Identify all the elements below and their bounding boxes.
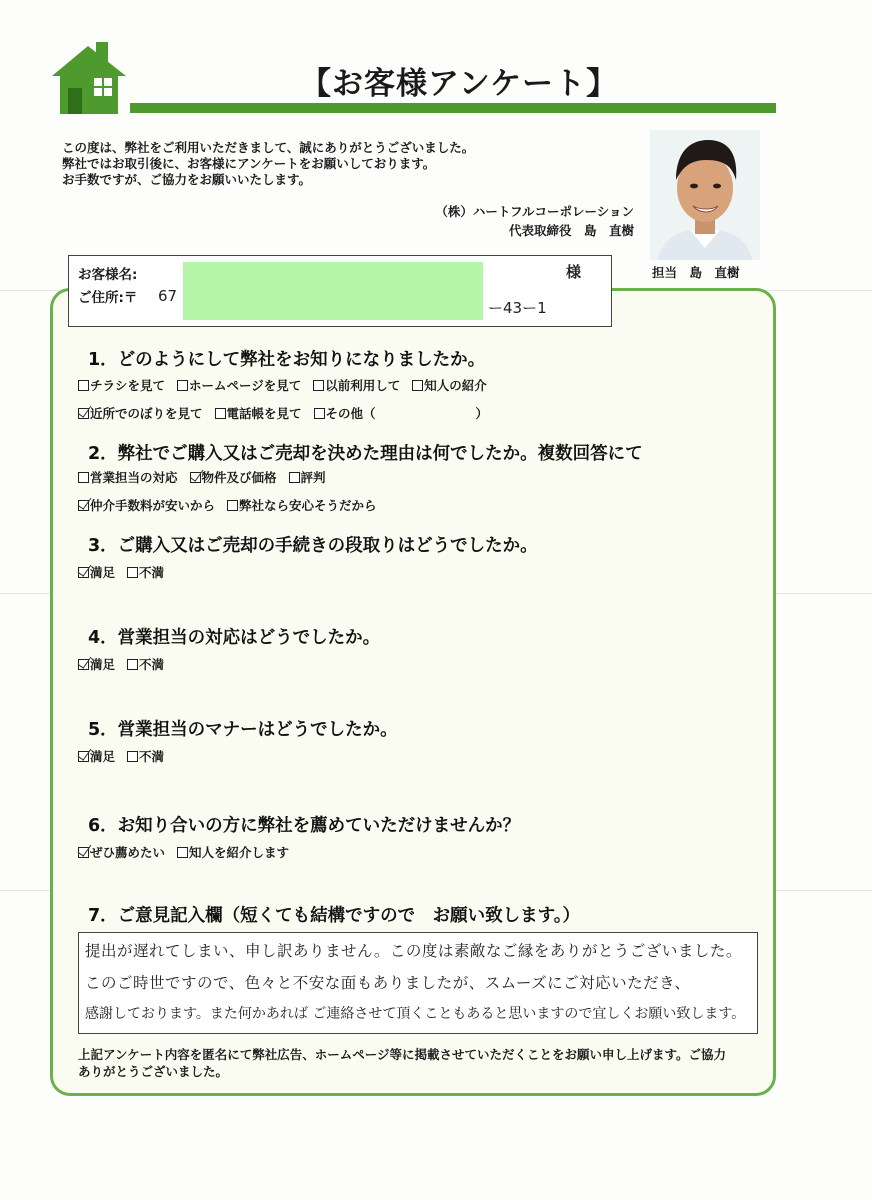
- address-prefix: 67: [158, 287, 178, 305]
- checkbox-icon[interactable]: [314, 408, 325, 419]
- option-reputation[interactable]: 評判: [289, 468, 326, 486]
- question-4-title: 4．営業担当の対応はどうでしたか。: [88, 628, 381, 648]
- option-previous-use[interactable]: 以前利用して: [313, 376, 400, 394]
- option-phonebook[interactable]: 電話帳を見て: [215, 404, 302, 422]
- comment-line: 感謝しております。また何かあれば ご連絡させて頂くこともあると思いますので宜しくお願い致します。: [85, 1006, 746, 1022]
- checkbox-icon[interactable]: [412, 380, 423, 391]
- footer-note: 上記アンケート内容を匿名にて弊社広告、ホームページ等に掲載させていただくことをお願い申し上げます。ご協力ありがとうございました。: [78, 1047, 727, 1079]
- intro-text: この度は、弊社をご利用いただきまして、誠にありがとうございました。 弊社ではお取引後に、お客様にアンケートをお願いしております。 お手数ですが、ご協力をお願いいたします。: [62, 140, 475, 187]
- option-property-price[interactable]: 物件及び価格: [190, 468, 277, 486]
- question-7-title: 7．ご意見記入欄（短くても結構ですので お願い致します。）: [88, 906, 581, 926]
- option-dissatisfied[interactable]: 不満: [127, 747, 164, 765]
- comment-line: このご時世ですので、色々と不安な面もありましたが、スムーズにご対応いただき、: [85, 974, 691, 992]
- question-3-options: [78, 563, 164, 581]
- option-referral[interactable]: 知人の紹介: [412, 376, 487, 394]
- question-1-options-row-1: [78, 376, 487, 394]
- checkbox-icon[interactable]: [177, 847, 188, 858]
- option-introduce[interactable]: 知人を紹介します: [177, 843, 289, 861]
- company-signature: [435, 202, 634, 240]
- checkbox-checked-icon[interactable]: [78, 751, 89, 762]
- question-5-options: [78, 747, 164, 765]
- checkbox-checked-icon[interactable]: [78, 659, 89, 670]
- option-recommend[interactable]: ぜひ薦めたい: [78, 843, 165, 861]
- company-name: （株）ハートフルコーポレーション: [435, 204, 634, 219]
- question-6-options: [78, 843, 289, 861]
- option-other[interactable]: その他（ ）: [314, 404, 489, 422]
- checkbox-icon[interactable]: [78, 380, 89, 391]
- checkbox-icon[interactable]: [215, 408, 226, 419]
- green-house-icon: [52, 40, 128, 116]
- question-5-title: 5．営業担当のマナーはどうでしたか。: [88, 720, 398, 740]
- checkbox-icon[interactable]: [313, 380, 324, 391]
- comment-line: 提出が遅れてしまい、申し訳ありません。この度は素敵なご縁をありがとうございました。: [85, 942, 742, 960]
- option-satisfied[interactable]: 満足: [78, 655, 115, 673]
- option-low-fee[interactable]: 仲介手数料が安いから: [78, 496, 215, 514]
- staff-photo: [650, 130, 760, 260]
- checkbox-icon[interactable]: [78, 472, 89, 483]
- checkbox-icon[interactable]: [127, 659, 138, 670]
- checkbox-icon[interactable]: [289, 472, 300, 483]
- checkbox-checked-icon[interactable]: [190, 472, 201, 483]
- checkbox-icon[interactable]: [227, 500, 238, 511]
- option-flyer[interactable]: チラシを見て: [78, 376, 165, 394]
- address-label: ご住所:〒: [78, 290, 138, 306]
- option-satisfied[interactable]: 満足: [78, 747, 115, 765]
- question-4-options: [78, 655, 164, 673]
- question-2-options-row-1: [78, 468, 326, 486]
- option-homepage[interactable]: ホームページを見て: [177, 376, 301, 394]
- page-title: 【お客様アンケート】: [300, 66, 619, 102]
- option-dissatisfied[interactable]: 不満: [127, 563, 164, 581]
- option-satisfied[interactable]: 満足: [78, 563, 115, 581]
- option-trust[interactable]: 弊社なら安心そうだから: [227, 496, 377, 514]
- option-dissatisfied[interactable]: 不満: [127, 655, 164, 673]
- checkbox-checked-icon[interactable]: [78, 408, 89, 419]
- checkbox-icon[interactable]: [127, 567, 138, 578]
- representative-name: 代表取締役 島 直樹: [508, 223, 634, 238]
- question-6-title: 6．お知り合いの方に弊社を薦めていただけませんか？: [88, 816, 521, 836]
- checkbox-checked-icon[interactable]: [78, 567, 89, 578]
- question-1-title: 1．どのようにして弊社をお知りになりましたか。: [88, 350, 486, 370]
- honorific-sama: 様: [566, 263, 582, 281]
- option-sales-response[interactable]: 営業担当の対応: [78, 468, 178, 486]
- title-underline: [130, 103, 776, 113]
- customer-name-label: お客様名:: [78, 267, 138, 283]
- staff-caption: 担当 島 直樹: [652, 265, 740, 280]
- redaction-block: [183, 262, 483, 320]
- question-2-options-row-2: [78, 496, 377, 514]
- checkbox-checked-icon[interactable]: [78, 847, 89, 858]
- checkbox-icon[interactable]: [127, 751, 138, 762]
- checkbox-checked-icon[interactable]: [78, 500, 89, 511]
- question-2-title: 2．弊社でご購入又はご売却を決めた理由は何でしたか。複数回答にて: [88, 444, 643, 464]
- comment-box[interactable]: [78, 932, 758, 1034]
- checkbox-icon[interactable]: [177, 380, 188, 391]
- option-banner[interactable]: 近所でのぼりを見て: [78, 404, 203, 422]
- address-suffix: ー43ー1: [488, 299, 547, 317]
- question-3-title: 3．ご購入又はご売却の手続きの段取りはどうでしたか。: [88, 536, 538, 556]
- question-1-options-row-2: [78, 404, 488, 422]
